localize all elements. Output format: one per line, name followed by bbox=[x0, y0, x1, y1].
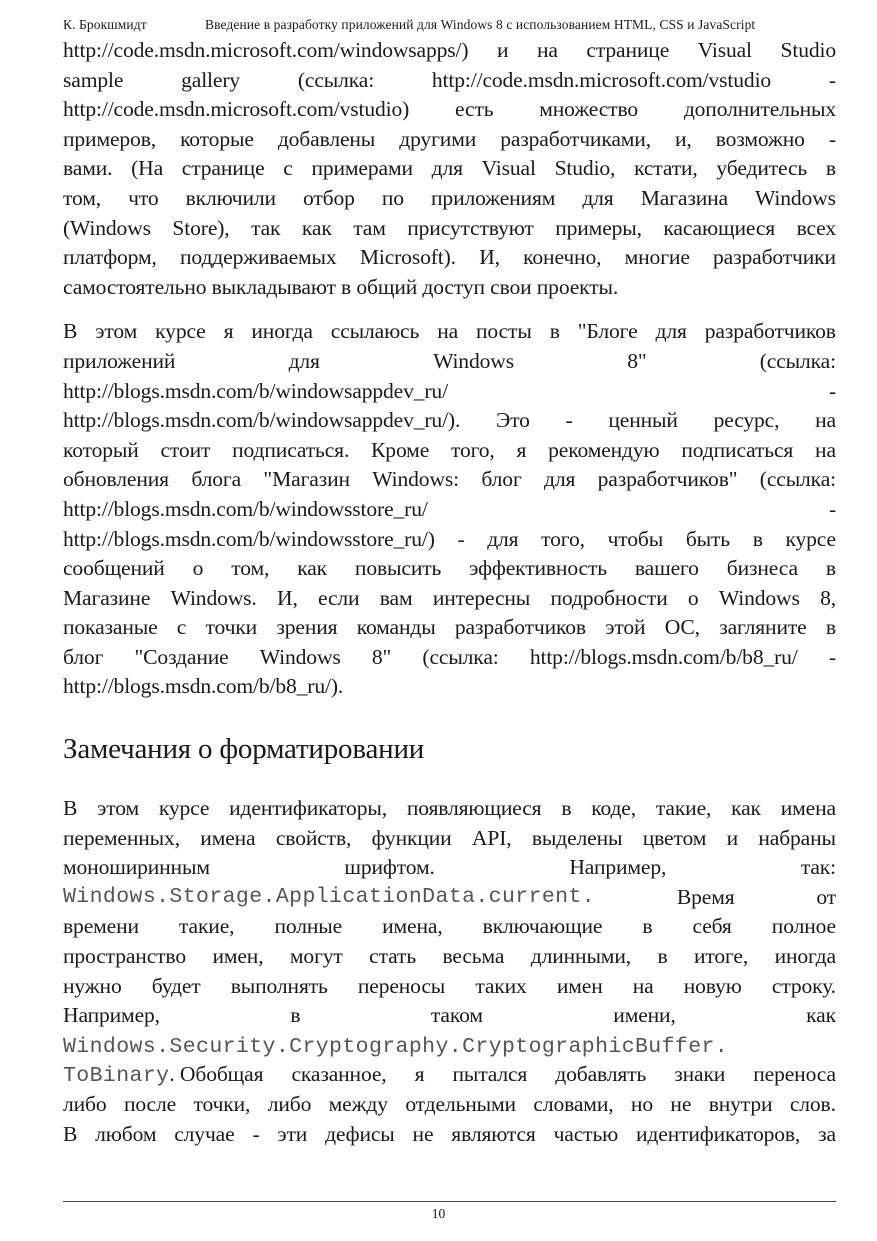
word: http://code.msdn.microsoft.com/vstudio) bbox=[63, 97, 410, 122]
word: И, bbox=[479, 245, 500, 270]
word: Windows bbox=[433, 348, 514, 373]
word: включили bbox=[185, 185, 276, 210]
word: быть bbox=[685, 526, 731, 551]
word: И, bbox=[277, 585, 298, 610]
word: как bbox=[806, 1003, 836, 1028]
text-line bbox=[63, 554, 836, 584]
word: "Создание bbox=[134, 644, 229, 669]
word: строку. bbox=[771, 973, 836, 998]
word: курсе bbox=[785, 526, 836, 551]
word: sample bbox=[63, 67, 124, 92]
word: слов. bbox=[789, 1092, 836, 1116]
word: Например, bbox=[63, 1003, 160, 1028]
text-line bbox=[63, 66, 836, 96]
word: касающиеся bbox=[663, 215, 776, 240]
word: курсе bbox=[155, 319, 206, 344]
word: Например, bbox=[569, 855, 667, 880]
word: вам bbox=[379, 585, 413, 610]
word: имена, bbox=[382, 914, 443, 939]
word: отдельными bbox=[405, 1092, 516, 1116]
word: для bbox=[487, 526, 519, 551]
word: Windows: bbox=[372, 467, 459, 492]
word: разработчиков bbox=[704, 319, 836, 344]
word: себя bbox=[692, 914, 732, 939]
word: того, bbox=[541, 526, 585, 551]
word: того, bbox=[450, 437, 495, 462]
code-identifier: Windows.Storage.ApplicationData.current. bbox=[63, 884, 596, 909]
word: по bbox=[381, 185, 404, 210]
word: дефисы bbox=[325, 1121, 395, 1146]
word: посты bbox=[476, 319, 532, 344]
word: блог bbox=[481, 467, 522, 492]
word: странице bbox=[181, 156, 265, 181]
word: Windows. bbox=[170, 585, 257, 610]
word: я bbox=[516, 437, 527, 462]
word: могут bbox=[289, 944, 343, 969]
word: разработчики bbox=[713, 245, 836, 270]
text-line bbox=[63, 214, 836, 244]
word: http://code.msdn.microsoft.com/vstudio bbox=[431, 67, 772, 92]
word: подписаться. bbox=[232, 437, 350, 462]
text-line-last: http://blogs.msdn.com/b/b8_ru/). bbox=[63, 674, 344, 699]
word: которые bbox=[180, 126, 254, 151]
word: 8" bbox=[627, 348, 647, 373]
word: на bbox=[815, 437, 836, 462]
word: Кроме bbox=[371, 437, 430, 462]
text-line bbox=[63, 347, 836, 377]
word: имена bbox=[780, 796, 836, 821]
word: блога bbox=[191, 467, 242, 492]
word: случае bbox=[174, 1121, 235, 1146]
word: как bbox=[301, 215, 332, 240]
word: Visual bbox=[481, 156, 536, 181]
paragraph-formatting-notes bbox=[63, 794, 836, 1149]
word: стать bbox=[369, 944, 417, 969]
word: сказанное, bbox=[291, 1062, 387, 1087]
text-line bbox=[63, 942, 836, 972]
word: платформ, bbox=[63, 245, 157, 270]
word: такие, bbox=[655, 796, 712, 821]
word: в bbox=[290, 1003, 301, 1028]
word: этой bbox=[605, 615, 646, 640]
word: Studio bbox=[780, 38, 836, 62]
text-line bbox=[63, 824, 836, 854]
running-header bbox=[63, 15, 835, 37]
word: примеров, bbox=[63, 126, 156, 151]
word: Магазине bbox=[63, 585, 151, 610]
text-line bbox=[63, 1031, 836, 1061]
word: В bbox=[63, 1121, 78, 1146]
word: цветом bbox=[642, 825, 707, 850]
word: в bbox=[825, 615, 836, 640]
code-identifier: Windows.Security.Cryptography.CryptographicBuffer. bbox=[63, 1034, 729, 1059]
text-line bbox=[63, 317, 836, 347]
word: примерами bbox=[311, 156, 413, 181]
word: - bbox=[828, 496, 836, 521]
text-line bbox=[63, 972, 836, 1002]
word: для bbox=[582, 185, 614, 210]
text-line bbox=[63, 36, 836, 66]
word: имен, bbox=[212, 944, 264, 969]
word: идентификаторы, bbox=[229, 796, 387, 821]
word: словами, bbox=[533, 1092, 614, 1116]
word: рекомендую bbox=[548, 437, 660, 462]
word: примеры, bbox=[555, 215, 642, 240]
word: будет bbox=[151, 973, 201, 998]
word: так bbox=[251, 215, 281, 240]
word: В bbox=[63, 796, 78, 821]
word: стоит bbox=[160, 437, 211, 462]
word: Windows bbox=[718, 585, 800, 610]
word: за bbox=[818, 1121, 836, 1146]
word: ценный bbox=[608, 408, 678, 433]
footer-rule bbox=[63, 1201, 836, 1202]
word: на bbox=[437, 319, 459, 344]
word: как bbox=[297, 556, 327, 581]
word: и bbox=[726, 825, 738, 850]
word: множество bbox=[539, 97, 639, 122]
word: "Магазин bbox=[263, 467, 350, 492]
text-line-last: самостоятельно выкладывают в общий доступ свои проекты. bbox=[63, 274, 619, 299]
word: ссылаюсь bbox=[330, 319, 420, 344]
word: в bbox=[657, 944, 668, 969]
word: после bbox=[123, 1092, 177, 1116]
text-line bbox=[63, 613, 836, 643]
header-author: К. Брокшмидт bbox=[63, 17, 147, 32]
word: http://blogs.msdn.com/b/windowsappdev_ru/ bbox=[63, 378, 448, 403]
word: Это bbox=[496, 408, 530, 433]
word: точки bbox=[205, 615, 258, 640]
word: бизнеса bbox=[726, 556, 798, 581]
word: подробности bbox=[550, 585, 668, 610]
word: (ссылка: bbox=[759, 467, 836, 492]
word: подписаться bbox=[681, 437, 794, 462]
word: разработчиков" bbox=[597, 467, 738, 492]
text-line bbox=[63, 377, 836, 407]
word: который bbox=[63, 437, 139, 462]
word: частью bbox=[553, 1121, 619, 1146]
word: многие bbox=[624, 245, 690, 270]
word: ресурс, bbox=[713, 408, 780, 433]
text-line bbox=[63, 525, 836, 555]
word: такие, bbox=[178, 914, 235, 939]
word: другими bbox=[399, 126, 477, 151]
word: разработчиков bbox=[454, 615, 586, 640]
word: переноса bbox=[753, 1062, 836, 1087]
text-line bbox=[63, 912, 836, 942]
word: выполнять bbox=[230, 973, 328, 998]
word: API, bbox=[471, 825, 512, 850]
word: 8, bbox=[820, 585, 836, 610]
text-line bbox=[63, 1090, 836, 1120]
word: В bbox=[63, 319, 78, 344]
word: повысить bbox=[354, 556, 442, 581]
word: Microsoft). bbox=[359, 245, 456, 270]
word: gallery bbox=[181, 67, 241, 92]
word: выделены bbox=[531, 825, 623, 850]
word: - bbox=[252, 1121, 260, 1146]
word: эти bbox=[277, 1121, 308, 1146]
word: для bbox=[544, 467, 576, 492]
word: для bbox=[431, 156, 463, 181]
word: чтобы bbox=[607, 526, 664, 551]
word: имен bbox=[556, 973, 603, 998]
word: 8" bbox=[371, 644, 392, 669]
word: странице bbox=[586, 38, 670, 62]
word: (ссылка: bbox=[297, 67, 375, 92]
section-heading-formatting: Замечания о форматировании bbox=[63, 733, 425, 766]
word: том, bbox=[63, 185, 102, 210]
word: "Блоге bbox=[577, 319, 638, 344]
word: на bbox=[815, 408, 836, 433]
word: отбор bbox=[302, 185, 355, 210]
word: http://blogs.msdn.com/b/windowsstore_ru/) bbox=[63, 526, 435, 551]
text-line bbox=[63, 1060, 836, 1090]
word: http://blogs.msdn.com/b/windowsstore_ru/ bbox=[63, 496, 428, 521]
word: так: bbox=[800, 855, 836, 880]
word: ToBinary. Обобщая bbox=[63, 1062, 264, 1089]
word: (ссылка: bbox=[759, 348, 836, 373]
word: точки, bbox=[193, 1092, 251, 1116]
word: шрифтом. bbox=[344, 855, 435, 880]
word: дополнительных bbox=[683, 97, 836, 122]
word: для bbox=[655, 319, 687, 344]
word: что bbox=[128, 185, 159, 210]
word: вашего bbox=[634, 556, 699, 581]
text-line bbox=[63, 184, 836, 214]
paragraph-developer-blogs bbox=[63, 317, 836, 702]
word: в bbox=[752, 526, 763, 551]
word: в bbox=[642, 914, 653, 939]
text-line bbox=[63, 794, 836, 824]
word: Store), bbox=[172, 215, 230, 240]
word: этом bbox=[97, 796, 139, 821]
word: с bbox=[283, 156, 293, 181]
word: пространство bbox=[63, 944, 186, 969]
text-line bbox=[63, 495, 836, 525]
word: любом bbox=[95, 1121, 157, 1146]
word: кстати, bbox=[634, 156, 698, 181]
word: добавлены bbox=[277, 126, 376, 151]
word: весьма bbox=[442, 944, 505, 969]
word: в bbox=[549, 319, 560, 344]
word: конечно, bbox=[523, 245, 602, 270]
word: нужно bbox=[63, 973, 122, 998]
word: есть bbox=[455, 97, 494, 122]
word: http://code.msdn.microsoft.com/windowsapps/) bbox=[63, 38, 469, 62]
word: в bbox=[561, 796, 572, 821]
word: набраны bbox=[758, 825, 836, 850]
word: загляните bbox=[719, 615, 807, 640]
word: http://blogs.msdn.com/b/b8_ru/ bbox=[529, 644, 798, 669]
word: новую bbox=[683, 973, 742, 998]
page-number: 10 bbox=[431, 1206, 446, 1221]
word: Время bbox=[676, 884, 735, 909]
word: зрения bbox=[276, 615, 338, 640]
word: (Windows bbox=[63, 215, 151, 240]
word: между bbox=[328, 1092, 388, 1116]
word: убедитесь bbox=[716, 156, 808, 181]
word: переменных, bbox=[63, 825, 180, 850]
text-line bbox=[63, 883, 836, 913]
word: - bbox=[828, 644, 836, 669]
word: сообщений bbox=[63, 556, 165, 581]
word: Visual bbox=[697, 38, 752, 62]
word: если bbox=[318, 585, 360, 610]
word: полные bbox=[274, 914, 343, 939]
word: команды bbox=[356, 615, 436, 640]
word: таком bbox=[430, 1003, 483, 1028]
word: таких bbox=[475, 973, 527, 998]
word: я bbox=[223, 319, 234, 344]
word: в bbox=[825, 156, 836, 181]
text-line bbox=[63, 1001, 836, 1031]
word: времени bbox=[63, 914, 139, 939]
word: Windows bbox=[259, 644, 341, 669]
word: и bbox=[497, 38, 509, 62]
page-content bbox=[63, 36, 836, 1149]
word: и, bbox=[675, 126, 692, 151]
word: приложениям bbox=[431, 185, 556, 210]
word: но bbox=[630, 1092, 653, 1116]
word: от bbox=[816, 884, 836, 909]
word: ОС, bbox=[664, 615, 700, 640]
word: идентификаторов, bbox=[636, 1121, 801, 1146]
word: либо bbox=[63, 1092, 107, 1116]
word: внутри bbox=[708, 1092, 773, 1116]
word: моноширинным bbox=[63, 855, 210, 880]
word: длинными, bbox=[530, 944, 631, 969]
word: как bbox=[731, 796, 761, 821]
paragraph-code-samples bbox=[63, 36, 836, 302]
word: для bbox=[288, 348, 320, 373]
word: блог bbox=[63, 644, 104, 669]
text-line bbox=[63, 406, 836, 436]
word: на bbox=[537, 38, 558, 62]
word: обновления bbox=[63, 467, 169, 492]
word: поддерживаемых bbox=[180, 245, 337, 270]
word: не bbox=[670, 1092, 692, 1116]
word: либо bbox=[267, 1092, 312, 1116]
word: - bbox=[828, 67, 836, 92]
word: полное bbox=[771, 914, 836, 939]
word: я bbox=[414, 1062, 425, 1087]
word: в bbox=[825, 556, 836, 581]
word: - bbox=[565, 408, 573, 433]
word: http://blogs.msdn.com/b/windowsappdev_ru/). bbox=[63, 408, 461, 433]
word: там bbox=[353, 215, 386, 240]
word: курсе bbox=[158, 796, 210, 821]
word: вами. bbox=[63, 156, 113, 181]
word: о bbox=[687, 585, 699, 610]
word: знаки bbox=[674, 1062, 726, 1087]
word: имени, bbox=[613, 1003, 676, 1028]
text-line bbox=[63, 853, 836, 883]
word: иногда bbox=[774, 944, 836, 969]
text-line bbox=[63, 584, 836, 614]
header-book-title: Введение в разработку приложений для Windows 8 с использованием HTML, CSS и JavaScript bbox=[205, 17, 756, 32]
word: том, bbox=[231, 556, 270, 581]
text-line bbox=[63, 436, 836, 466]
word: разработчиками, bbox=[500, 126, 651, 151]
word: появляющиеся bbox=[406, 796, 542, 821]
text-line bbox=[63, 95, 836, 125]
word: добавлять bbox=[555, 1062, 647, 1087]
word: пытался bbox=[452, 1062, 528, 1087]
word: не bbox=[412, 1121, 434, 1146]
word: интересны bbox=[432, 585, 531, 610]
word: приложений bbox=[63, 348, 176, 373]
text-line bbox=[63, 1120, 836, 1150]
word: свойств, bbox=[275, 825, 352, 850]
text-line bbox=[63, 643, 836, 673]
word: возможно bbox=[715, 126, 805, 151]
word: (На bbox=[131, 156, 164, 181]
word: (ссылка: bbox=[422, 644, 499, 669]
word: о bbox=[192, 556, 204, 581]
word: Магазина bbox=[640, 185, 728, 210]
word: иногда bbox=[251, 319, 313, 344]
word: имена bbox=[200, 825, 256, 850]
text-line bbox=[63, 465, 836, 495]
word: - bbox=[828, 378, 836, 403]
code-identifier: ToBinary bbox=[63, 1064, 170, 1089]
word: функции bbox=[371, 825, 452, 850]
word: коде, bbox=[591, 796, 636, 821]
word: эффективность bbox=[469, 556, 607, 581]
text-line bbox=[63, 125, 836, 155]
word: Studio, bbox=[554, 156, 616, 181]
word: - bbox=[457, 526, 465, 551]
text-line bbox=[63, 243, 836, 273]
word: этом bbox=[95, 319, 138, 344]
word: включающие bbox=[482, 914, 603, 939]
word: всех bbox=[796, 215, 836, 240]
word: - bbox=[828, 126, 836, 151]
word: являются bbox=[451, 1121, 536, 1146]
word: присутствуют bbox=[407, 215, 534, 240]
word: на bbox=[632, 973, 654, 998]
text-line bbox=[63, 154, 836, 184]
word: итоге, bbox=[693, 944, 749, 969]
word: переносы bbox=[357, 973, 446, 998]
word: показаные bbox=[63, 615, 158, 640]
word: с bbox=[176, 615, 187, 640]
word: Windows bbox=[755, 185, 836, 210]
